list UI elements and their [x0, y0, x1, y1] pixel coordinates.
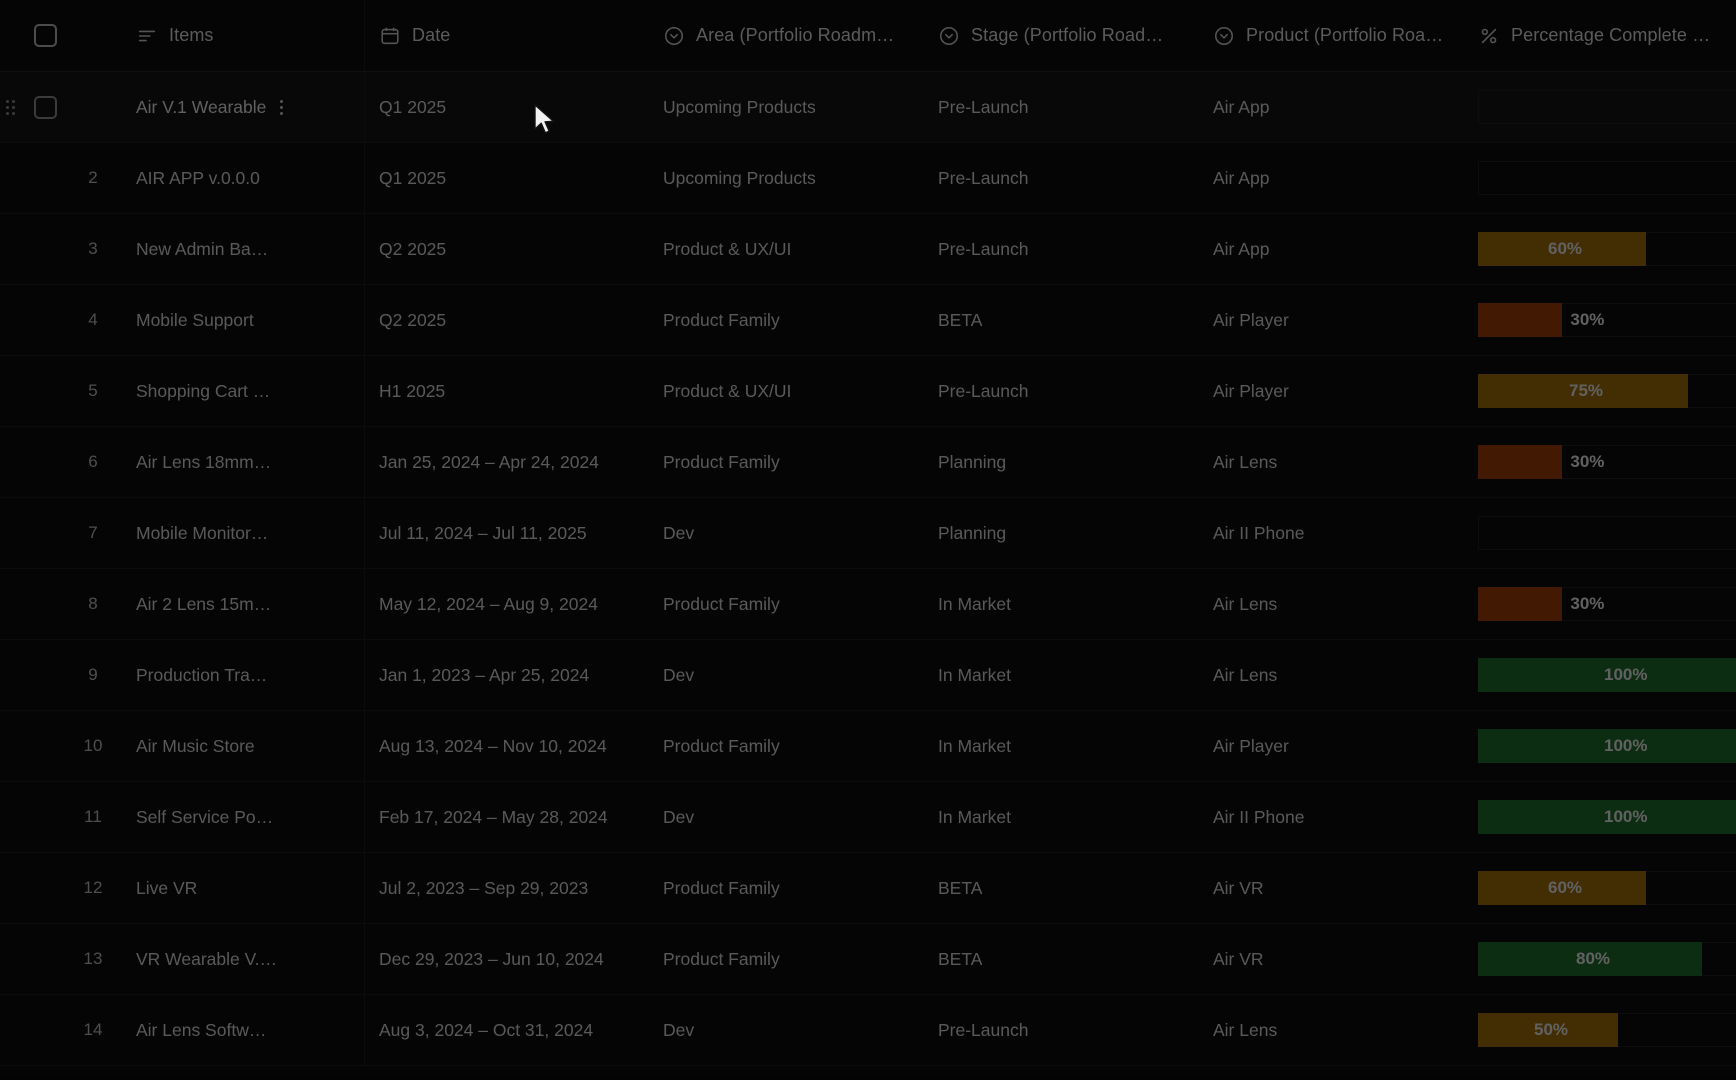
cell-stage-label: BETA	[938, 948, 983, 969]
progress-bar-track	[1478, 516, 1736, 550]
column-header-product[interactable]	[1199, 0, 1474, 71]
drag-dots-icon[interactable]	[0, 97, 16, 117]
cell-stage-label: Pre-Launch	[938, 96, 1029, 117]
cell-stage-label: BETA	[938, 309, 983, 330]
column-header-items[interactable]	[118, 25, 364, 47]
column-header-date-label: Date	[412, 25, 451, 45]
cell-percentage-complete[interactable]	[1474, 427, 1736, 497]
cell-area[interactable]	[649, 853, 924, 923]
cell-stage[interactable]	[924, 995, 1199, 1065]
cell-date-label: Jan 1, 2023 – Apr 25, 2024	[379, 664, 590, 685]
progress-bar[interactable]	[1478, 516, 1736, 550]
row-number	[68, 807, 118, 827]
cell-date-label: Q2 2025	[379, 309, 447, 330]
cell-percentage-complete[interactable]	[1474, 853, 1736, 923]
row-number	[68, 523, 118, 543]
cell-date-label: Dec 29, 2023 – Jun 10, 2024	[379, 948, 604, 969]
cell-percentage-complete[interactable]	[1474, 711, 1736, 781]
cell-item-name-label: Air Lens 18mm…	[136, 451, 272, 472]
cell-percentage-complete[interactable]	[1474, 143, 1736, 213]
bottom-fade	[0, 1066, 1736, 1080]
cell-stage-label: Planning	[938, 451, 1007, 472]
percent-icon	[1478, 25, 1500, 47]
cell-area[interactable]	[649, 711, 924, 781]
cell-area-label: Product Family	[663, 948, 780, 969]
cell-product-label: Air Lens	[1213, 664, 1278, 685]
table-row[interactable]	[0, 569, 1736, 640]
progress-bar-label: 60%	[1548, 239, 1583, 258]
cell-stage[interactable]	[924, 924, 1199, 994]
cell-date[interactable]	[364, 285, 649, 355]
cell-product[interactable]	[1199, 356, 1474, 426]
cell-date-label: Q1 2025	[379, 96, 447, 117]
cell-stage-label: Pre-Launch	[938, 238, 1029, 259]
cell-product[interactable]	[1199, 924, 1474, 994]
cell-date-label: Jan 25, 2024 – Apr 24, 2024	[379, 451, 599, 472]
cell-date[interactable]	[364, 782, 649, 852]
cell-product[interactable]	[1199, 711, 1474, 781]
cell-date-label: Aug 13, 2024 – Nov 10, 2024	[379, 735, 607, 756]
cell-item-name[interactable]	[118, 1020, 364, 1041]
cell-product-label: Air App	[1213, 167, 1270, 188]
progress-bar-track	[1478, 161, 1736, 195]
table-row[interactable]	[0, 995, 1736, 1066]
cell-area-label: Upcoming Products	[663, 96, 816, 117]
cell-product-label: Air Lens	[1213, 1019, 1278, 1040]
cell-area[interactable]	[649, 569, 924, 639]
cell-product-label: Air Player	[1213, 380, 1289, 401]
cell-percentage-complete[interactable]	[1474, 995, 1736, 1065]
cell-area[interactable]	[649, 214, 924, 284]
cell-area-label: Product Family	[663, 735, 780, 756]
progress-bar[interactable]	[1478, 303, 1736, 337]
cell-area[interactable]	[649, 498, 924, 568]
cell-stage-label: BETA	[938, 877, 983, 898]
cell-area-label: Dev	[663, 806, 695, 827]
cell-area[interactable]	[649, 995, 924, 1065]
row-number	[68, 239, 118, 259]
cell-stage-label: In Market	[938, 735, 1011, 756]
row-number-label: 2	[88, 168, 98, 187]
row-number	[68, 665, 118, 685]
progress-bar-label: 100%	[1604, 665, 1648, 684]
progress-bar[interactable]	[1478, 445, 1736, 479]
cell-stage-label: Pre-Launch	[938, 380, 1029, 401]
cell-date[interactable]	[364, 356, 649, 426]
cell-percentage-complete[interactable]	[1474, 782, 1736, 852]
cell-item-name-label: Live VR	[136, 877, 198, 898]
cell-percentage-complete[interactable]	[1474, 569, 1736, 639]
cell-date-label: Aug 3, 2024 – Oct 31, 2024	[379, 1019, 594, 1040]
cell-item-name-label: Air V.1 Wearable	[136, 96, 267, 117]
row-number-label: 8	[88, 594, 98, 613]
cell-item-name-label: Self Service Po…	[136, 806, 274, 827]
cell-product[interactable]	[1199, 285, 1474, 355]
cell-item-name-label: Shopping Cart …	[136, 380, 271, 401]
progress-bar[interactable]	[1478, 374, 1736, 408]
progress-bar-label: 30%	[1570, 594, 1605, 613]
table-row[interactable]	[0, 143, 1736, 214]
cell-date[interactable]	[364, 427, 649, 497]
cell-product[interactable]	[1199, 995, 1474, 1065]
cell-percentage-complete[interactable]	[1474, 285, 1736, 355]
cell-item-name-label: Production Tra…	[136, 664, 268, 685]
cell-stage[interactable]	[924, 285, 1199, 355]
cell-date[interactable]	[364, 711, 649, 781]
row-select-cell[interactable]	[22, 96, 68, 119]
cell-product-label: Air Lens	[1213, 593, 1278, 614]
progress-bar-label: 50%	[1534, 1020, 1569, 1039]
table-row[interactable]	[0, 427, 1736, 498]
cell-product-label: Air VR	[1213, 877, 1264, 898]
cell-percentage-complete[interactable]	[1474, 214, 1736, 284]
progress-bar[interactable]	[1478, 90, 1736, 124]
select-circle-icon	[938, 25, 960, 47]
progress-bar-label: 75%	[1569, 381, 1604, 400]
cell-stage[interactable]	[924, 72, 1199, 142]
cell-item-name[interactable]	[118, 665, 364, 686]
cell-product[interactable]	[1199, 214, 1474, 284]
row-number-label: 6	[88, 452, 98, 471]
cell-stage-label: Pre-Launch	[938, 1019, 1029, 1040]
cell-item-name-label: AIR APP v.0.0.0	[136, 167, 260, 188]
cell-item-name-label: VR Wearable V.…	[136, 948, 278, 969]
cell-date-label: Jul 11, 2024 – Jul 11, 2025	[379, 522, 587, 543]
column-header-stage-label: Stage (Portfolio Road…	[971, 25, 1164, 45]
cell-product[interactable]	[1199, 498, 1474, 568]
cell-date-label: Feb 17, 2024 – May 28, 2024	[379, 806, 608, 827]
cell-date-label: Q2 2025	[379, 238, 447, 259]
table-row[interactable]	[0, 924, 1736, 995]
row-number	[68, 594, 118, 614]
cell-item-name-label: Air 2 Lens 15m…	[136, 593, 272, 614]
progress-bar[interactable]	[1478, 942, 1736, 976]
table-row[interactable]	[0, 214, 1736, 285]
cell-product-label: Air Player	[1213, 309, 1289, 330]
progress-bar[interactable]	[1478, 587, 1736, 621]
cell-item-name[interactable]	[118, 96, 364, 118]
cell-product-label: Air II Phone	[1213, 806, 1305, 827]
cell-date-label: Q1 2025	[379, 167, 447, 188]
select-all-checkbox[interactable]	[34, 24, 57, 47]
cell-item-name[interactable]	[118, 878, 364, 899]
cell-percentage-complete[interactable]	[1474, 640, 1736, 710]
progress-bar-label: 80%	[1576, 949, 1611, 968]
cell-stage[interactable]	[924, 640, 1199, 710]
cell-product[interactable]	[1199, 569, 1474, 639]
cell-area-label: Product Family	[663, 451, 780, 472]
cell-area-label: Dev	[663, 1019, 695, 1040]
progress-bar-label: 100%	[1604, 807, 1648, 826]
cell-stage-label: In Market	[938, 593, 1011, 614]
progress-bar-label: 60%	[1548, 878, 1583, 897]
row-number-label: 13	[83, 949, 103, 968]
progress-bar[interactable]	[1478, 800, 1736, 834]
progress-bar-track	[1478, 90, 1736, 124]
cell-area-label: Product Family	[663, 309, 780, 330]
cell-item-name[interactable]	[118, 381, 364, 402]
table-body	[0, 72, 1736, 1066]
cell-item-name[interactable]	[118, 807, 364, 828]
cell-product-label: Air App	[1213, 96, 1270, 117]
cell-stage[interactable]	[924, 356, 1199, 426]
column-header-items-label: Items	[169, 25, 214, 45]
row-number-label: 7	[88, 523, 98, 542]
cell-product-label: Air II Phone	[1213, 522, 1305, 543]
cell-stage[interactable]	[924, 498, 1199, 568]
cell-item-name[interactable]	[118, 949, 364, 970]
table-row[interactable]	[0, 498, 1736, 569]
progress-bar[interactable]	[1478, 161, 1736, 195]
row-number-label: 3	[88, 239, 98, 258]
cell-item-name[interactable]	[118, 310, 364, 331]
table-row[interactable]	[0, 356, 1736, 427]
cell-item-name-label: Mobile Monitor…	[136, 522, 269, 543]
cell-date-label: Jul 2, 2023 – Sep 29, 2023	[379, 877, 589, 898]
cell-item-name-label: New Admin Ba…	[136, 238, 269, 259]
cell-date[interactable]	[364, 143, 649, 213]
calendar-icon	[379, 25, 401, 47]
cell-area-label: Upcoming Products	[663, 167, 816, 188]
table-row[interactable]	[0, 640, 1736, 711]
row-number	[68, 949, 118, 969]
row-number-label: 10	[83, 736, 103, 755]
cell-area-label: Dev	[663, 664, 695, 685]
cell-area[interactable]	[649, 924, 924, 994]
cell-area-label: Product Family	[663, 593, 780, 614]
cell-date[interactable]	[364, 214, 649, 284]
select-all-cell[interactable]	[22, 24, 68, 47]
cell-date-label: H1 2025	[379, 380, 446, 401]
cell-percentage-complete[interactable]	[1474, 498, 1736, 568]
cell-date-label: May 12, 2024 – Aug 9, 2024	[379, 593, 598, 614]
cell-stage[interactable]	[924, 569, 1199, 639]
table-row[interactable]	[0, 853, 1736, 924]
progress-bar-label: 30%	[1570, 310, 1605, 329]
cell-stage[interactable]	[924, 427, 1199, 497]
cell-product-label: Air Lens	[1213, 451, 1278, 472]
column-header-percentage-label: Percentage Complete …	[1511, 25, 1711, 45]
cell-product[interactable]	[1199, 782, 1474, 852]
cell-product[interactable]	[1199, 72, 1474, 142]
cell-stage[interactable]	[924, 143, 1199, 213]
progress-bar-fill	[1478, 587, 1562, 621]
cell-area[interactable]	[649, 143, 924, 213]
select-circle-icon	[663, 25, 685, 47]
progress-bar[interactable]	[1478, 658, 1736, 692]
progress-bar[interactable]	[1478, 232, 1736, 266]
row-number	[68, 310, 118, 330]
cell-stage[interactable]	[924, 214, 1199, 284]
progress-bar[interactable]	[1478, 1013, 1736, 1047]
table-row[interactable]	[0, 285, 1736, 356]
cell-item-name-label: Mobile Support	[136, 309, 254, 330]
table-row[interactable]	[0, 72, 1736, 143]
cell-date[interactable]	[364, 853, 649, 923]
row-drag-handle[interactable]	[0, 97, 22, 117]
cell-area[interactable]	[649, 72, 924, 142]
progress-bar[interactable]	[1478, 729, 1736, 763]
cell-stage-label: In Market	[938, 806, 1011, 827]
cell-item-name-label: Air Lens Softw…	[136, 1019, 267, 1040]
row-number-label: 4	[88, 310, 98, 329]
cell-product-label: Air App	[1213, 238, 1270, 259]
cell-date[interactable]	[364, 924, 649, 994]
cell-product-label: Air Player	[1213, 735, 1289, 756]
cell-product[interactable]	[1199, 853, 1474, 923]
cell-item-name[interactable]	[118, 452, 364, 473]
cell-stage[interactable]	[924, 711, 1199, 781]
cell-area[interactable]	[649, 782, 924, 852]
cell-area-label: Dev	[663, 522, 695, 543]
cell-area[interactable]	[649, 285, 924, 355]
row-menu-icon[interactable]	[272, 96, 290, 118]
cell-item-name-label: Air Music Store	[136, 735, 255, 756]
cell-date[interactable]	[364, 569, 649, 639]
row-number-label: 14	[83, 1020, 103, 1039]
row-number	[68, 168, 118, 188]
cell-area-label: Product Family	[663, 877, 780, 898]
cell-date[interactable]	[364, 640, 649, 710]
cell-stage-label: Planning	[938, 522, 1007, 543]
cell-area[interactable]	[649, 356, 924, 426]
cell-item-name[interactable]	[118, 594, 364, 615]
cell-product[interactable]	[1199, 427, 1474, 497]
cell-stage[interactable]	[924, 782, 1199, 852]
row-number-label: 11	[84, 807, 102, 826]
row-number	[68, 452, 118, 472]
progress-bar-label: 100%	[1604, 736, 1648, 755]
row-select-checkbox[interactable]	[34, 96, 57, 119]
cell-stage-label: Pre-Launch	[938, 167, 1029, 188]
text-lines-icon	[136, 25, 158, 47]
cell-item-name[interactable]	[118, 168, 364, 189]
cell-item-name[interactable]	[118, 239, 364, 260]
row-number	[68, 878, 118, 898]
table-row[interactable]	[0, 782, 1736, 853]
cell-percentage-complete[interactable]	[1474, 356, 1736, 426]
cell-product[interactable]	[1199, 640, 1474, 710]
cell-product[interactable]	[1199, 143, 1474, 213]
progress-bar-label: 30%	[1570, 452, 1605, 471]
row-number	[68, 736, 118, 756]
cell-stage[interactable]	[924, 853, 1199, 923]
row-number	[68, 381, 118, 401]
progress-bar-fill	[1478, 445, 1562, 479]
cell-percentage-complete[interactable]	[1474, 924, 1736, 994]
cell-date[interactable]	[364, 498, 649, 568]
row-number-label: 5	[88, 381, 98, 400]
cell-item-name[interactable]	[118, 523, 364, 544]
cell-area-label: Product & UX/UI	[663, 238, 792, 259]
cell-stage-label: In Market	[938, 664, 1011, 685]
cell-date[interactable]	[364, 995, 649, 1065]
column-header-date[interactable]	[364, 0, 649, 71]
cell-product-label: Air VR	[1213, 948, 1264, 969]
cell-percentage-complete[interactable]	[1474, 72, 1736, 142]
table-row[interactable]	[0, 711, 1736, 782]
row-number-label: 12	[83, 878, 103, 897]
progress-bar[interactable]	[1478, 871, 1736, 905]
column-header-area[interactable]	[649, 0, 924, 71]
row-number-label: 9	[88, 665, 98, 684]
row-number	[68, 1020, 118, 1040]
column-header-percentage[interactable]	[1474, 0, 1736, 71]
cell-area-label: Product & UX/UI	[663, 380, 792, 401]
table-header-row	[0, 0, 1736, 72]
column-header-stage[interactable]	[924, 0, 1199, 71]
cell-date[interactable]	[364, 72, 649, 142]
cell-item-name[interactable]	[118, 736, 364, 757]
cell-area[interactable]	[649, 427, 924, 497]
cell-area[interactable]	[649, 640, 924, 710]
column-header-product-label: Product (Portfolio Roa…	[1246, 25, 1444, 45]
column-header-area-label: Area (Portfolio Roadm…	[696, 25, 895, 45]
progress-bar-fill	[1478, 303, 1562, 337]
select-circle-icon	[1213, 25, 1235, 47]
